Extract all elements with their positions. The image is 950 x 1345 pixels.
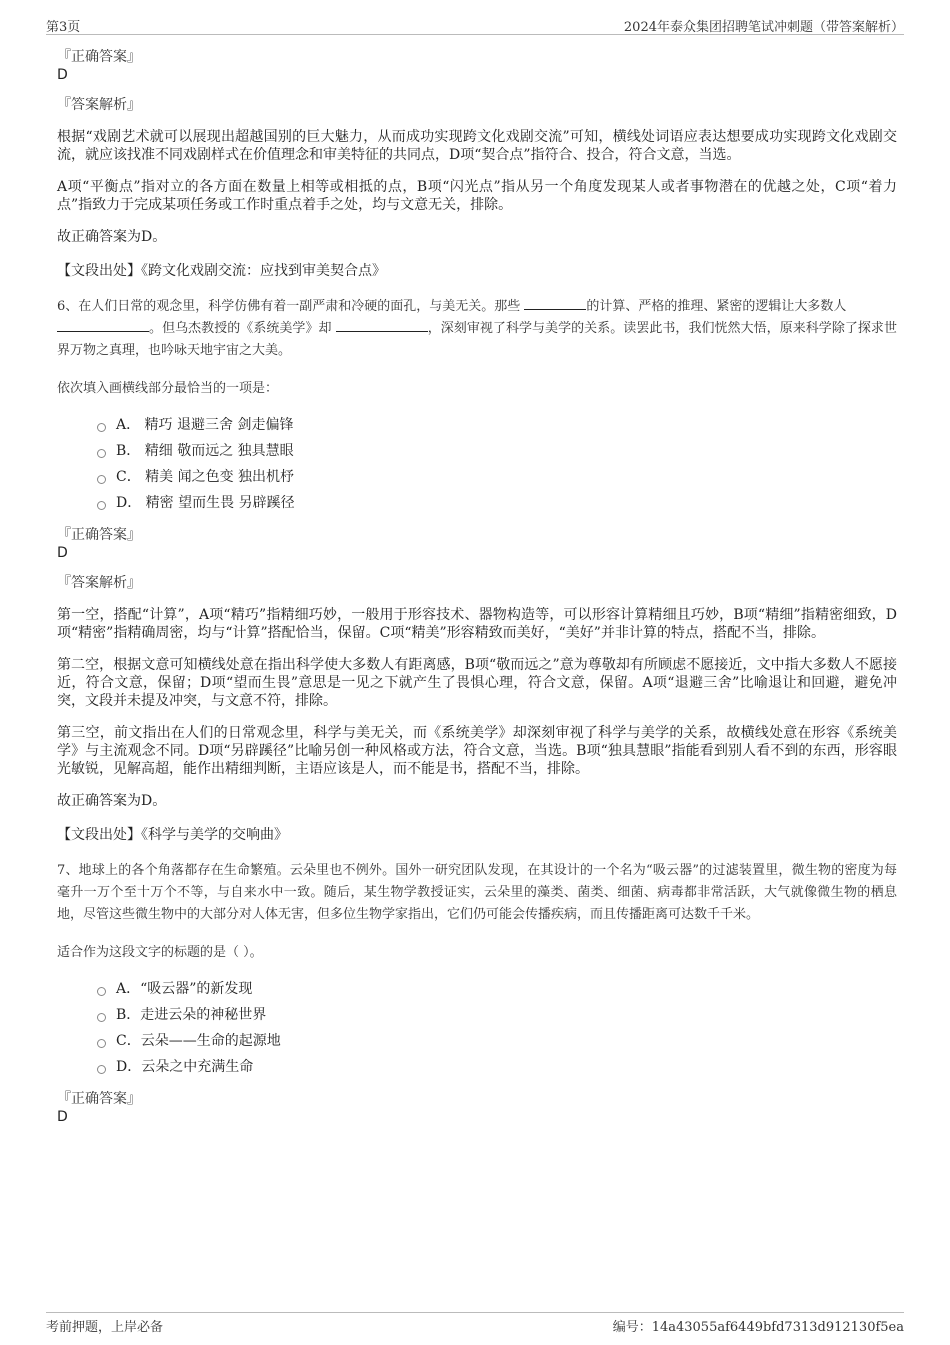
correct-answer-value: D xyxy=(57,1109,68,1125)
option-a[interactable]: A． 精巧 退避三舍 剑走偏锋 xyxy=(97,412,897,438)
option-c[interactable]: C．云朵——生命的起源地 xyxy=(97,1028,897,1054)
radio-icon[interactable] xyxy=(97,449,106,458)
radio-icon[interactable] xyxy=(97,1013,106,1022)
question-text: 7、地球上的各个角落都存在生命繁殖。云朵里也不例外。国外一研究团队发现，在其设计的一个名为“吸云器”的过滤装置里，微生物的密度为每毫升一万个至十万个不等，与自来水中一致。随后，某生物学教授证实，云朵里的藻类、菌类、细菌、病毒都非常活跃，大气就像微生物的栖息地，尽管这些微生物中的大部分对人体无害，但多位生物学家指出，它们仍可能会传播疾病，而且传播距离可达数千千米。 xyxy=(57,863,897,922)
question-text: 6、在人们日常的观念里，科学仿佛有着一副严肃和冷硬的面孔，与美无关。那些 的计算、严格的推理、紧密的逻辑让大多数人 。但乌杰教授的《系统美学》却 ，深刻审视了科学与美学的关系。读罢此书，我们恍然大悟，原来科学除了探求世界万物之真理，也吟咏天地宇宙之大美。 xyxy=(57,299,897,358)
question-6 xyxy=(57,296,897,844)
radio-icon[interactable] xyxy=(97,423,106,432)
fill-blank xyxy=(336,319,428,332)
option-list xyxy=(97,976,897,1080)
question-prompt: 适合作为这段文字的标题的是（ ）。 xyxy=(57,945,263,960)
q5-answer-block xyxy=(57,48,897,280)
correct-answer-value: D xyxy=(57,545,68,561)
radio-icon[interactable] xyxy=(97,501,106,510)
correct-answer-label: 『正确答案』 xyxy=(57,527,141,543)
option-b[interactable]: B． 精细 敬而远之 独具慧眼 xyxy=(97,438,897,464)
correct-answer-label: 『正确答案』 xyxy=(57,1091,141,1107)
main-content xyxy=(57,48,897,1138)
option-d[interactable]: D．云朵之中充满生命 xyxy=(97,1054,897,1080)
correct-answer-label: 『正确答案』 xyxy=(57,49,141,65)
page-footer xyxy=(46,1312,904,1335)
question-7 xyxy=(57,860,897,1126)
document-id: 编号：14a43055af6449bfd7313d912130f5ea xyxy=(612,1320,904,1335)
document-title: 2024年泰众集团招聘笔试冲刺题（带答案解析） xyxy=(623,20,904,35)
radio-icon[interactable] xyxy=(97,475,106,484)
analysis-label: 『答案解析』 xyxy=(57,97,141,113)
correct-answer-value: D xyxy=(57,67,68,83)
source-citation: 【文段出处】《科学与美学的交响曲》 xyxy=(57,827,288,843)
option-b[interactable]: B．走进云朵的神秘世界 xyxy=(97,1002,897,1028)
option-c[interactable]: C． 精美 闻之色变 独出机杼 xyxy=(97,464,897,490)
footer-slogan: 考前押题，上岸必备 xyxy=(46,1320,164,1335)
analysis-paragraph: 第三空，前文指出在人们的日常观念里，科学与美无关，而《系统美学》却深刻审视了科学与美学的关系，故横线处意在形容《系统美学》与主流观念不同。D项“另辟蹊径”比喻另创一种风格或方法，符合文意，当选。B项“独具慧眼”指能看到别人看不到的东西，形容眼光敏锐，见解高超，能作出精细判断，主语应该是人，而不能是书，搭配不当，排除。 xyxy=(57,725,897,777)
source-citation: 【文段出处】《跨文化戏剧交流：应找到审美契合点》 xyxy=(57,263,386,279)
option-a[interactable]: A．“吸云器”的新发现 xyxy=(97,976,897,1002)
fill-blank xyxy=(57,319,149,332)
analysis-conclusion: 故正确答案为D。 xyxy=(57,793,167,809)
page-header xyxy=(46,14,904,35)
option-d[interactable]: D． 精密 望而生畏 另辟蹊径 xyxy=(97,490,897,516)
analysis-conclusion: 故正确答案为D。 xyxy=(57,229,167,245)
analysis-paragraph: A项“平衡点”指对立的各方面在数量上相等或相抵的点，B项“闪光点”指从另一个角度发现某人或者事物潜在的优越之处，C项“着力点”指致力于完成某项任务或工作时重点着手之处，均与文意无关，排除。 xyxy=(57,179,897,213)
analysis-paragraph: 第一空，搭配“计算”，A项“精巧”指精细巧妙，一般用于形容技术、器物构造等，可以形容计算精细且巧妙，B项“精细”指精密细致，D项“精密”指精确周密，均与“计算”搭配恰当，保留。C项“精美”形容精致而美好，“美好”并非计算的特点，搭配不当，排除。 xyxy=(57,607,897,641)
analysis-paragraph: 第二空，根据文意可知横线处意在指出科学使大多数人有距离感，B项“敬而远之”意为尊敬却有所顾虑不愿接近，文中指大多数人不愿接近，符合文意，保留；D项“望而生畏”意思是一见之下就产生了畏惧心理，符合文意，保留。A项“退避三舍”比喻退让和回避，避免冲突，文段并未提及冲突，与文意不符，排除。 xyxy=(57,657,897,709)
page-number: 第3页 xyxy=(46,20,81,35)
analysis-label: 『答案解析』 xyxy=(57,575,141,591)
radio-icon[interactable] xyxy=(97,987,106,996)
option-list xyxy=(97,412,897,516)
analysis-paragraph: 根据“戏剧艺术就可以展现出超越国别的巨大魅力，从而成功实现跨文化戏剧交流”可知，横线处词语应表达想要成功实现跨文化戏剧交流，就应该找准不同戏剧样式在价值理念和审美特征的共同点，D项“契合点”指符合、投合，符合文意，当选。 xyxy=(57,129,897,163)
fill-blank xyxy=(524,297,586,310)
radio-icon[interactable] xyxy=(97,1039,106,1048)
question-prompt: 依次填入画横线部分最恰当的一项是： xyxy=(57,381,279,396)
radio-icon[interactable] xyxy=(97,1065,106,1074)
